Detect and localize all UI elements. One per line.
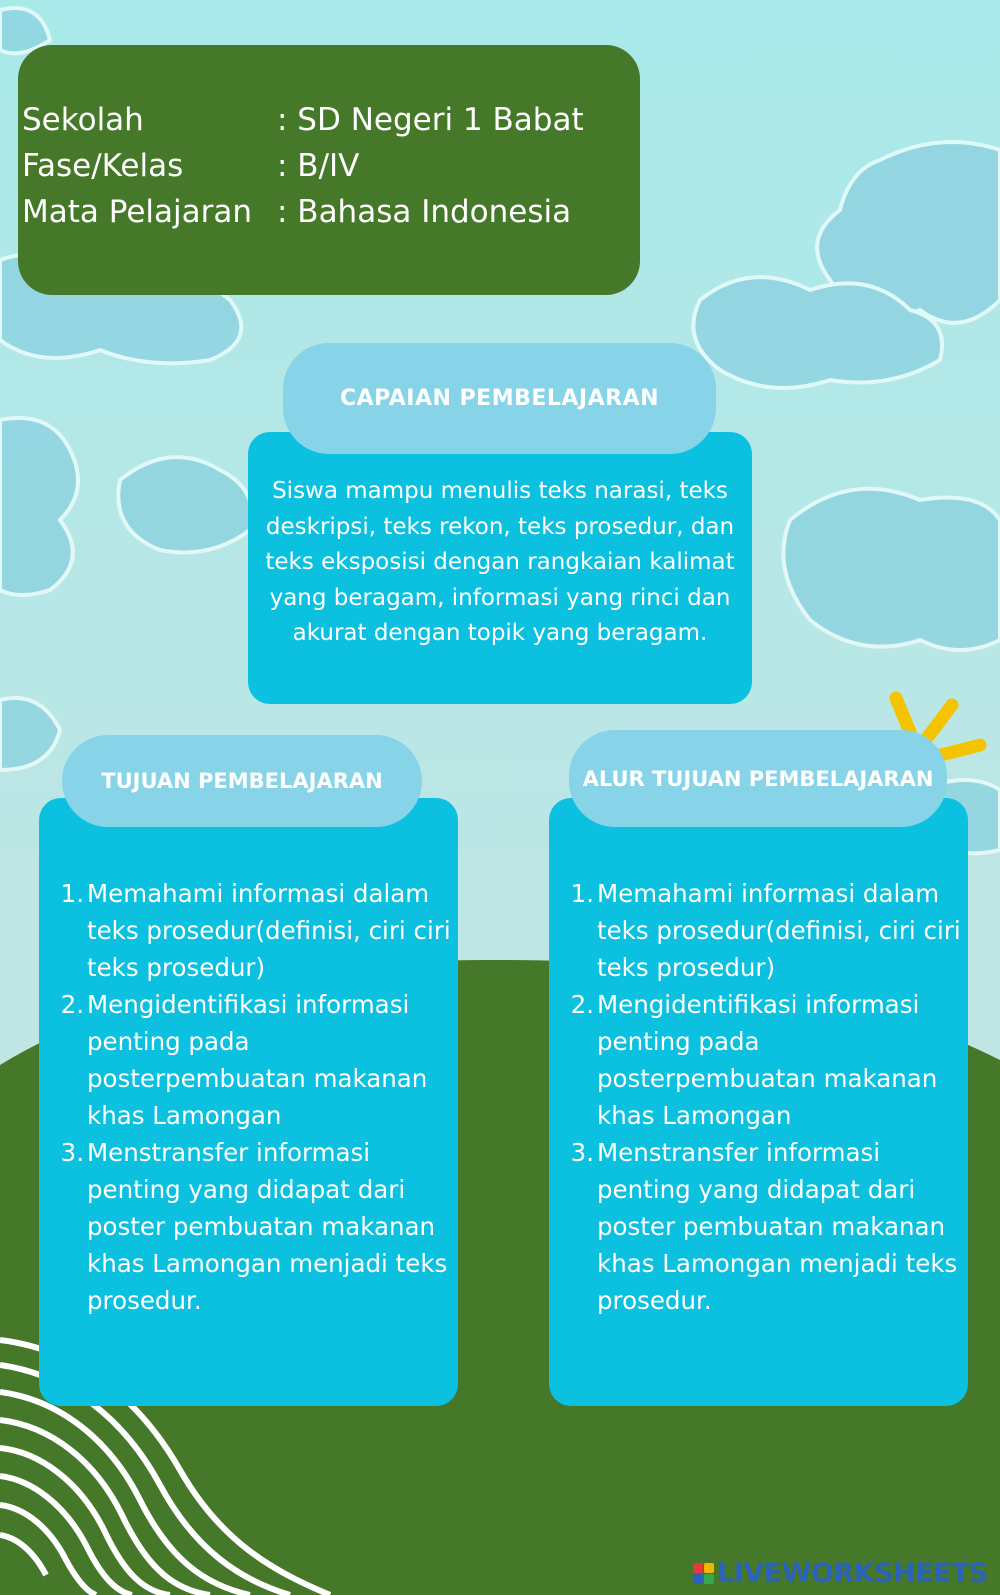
list-item: Mengidentifikasi informasi penting pada posterpembuatan makanan khas Lamongan — [597, 990, 938, 1130]
list-item: Mengidentifikasi informasi penting pada posterpembuatan makanan khas Lamongan — [87, 990, 428, 1130]
learning-flow-list — [597, 875, 962, 1319]
info-label-phase-class: Fase/Kelas — [22, 148, 184, 184]
learning-objectives-list — [87, 875, 452, 1319]
class-info-box — [18, 45, 640, 295]
learning-outcome-card — [248, 432, 752, 704]
info-value-school: : SD Negeri 1 Babat — [277, 102, 584, 138]
info-value-phase-class: : B/IV — [277, 148, 360, 184]
info-row-school — [22, 100, 584, 140]
list-item: Memahami informasi dalam teks prosedur(definisi, ciri ciri teks prosedur) — [597, 879, 961, 982]
learning-flow-heading: ALUR TUJUAN PEMBELAJARAN — [569, 730, 947, 827]
learning-outcome-text: Siswa mampu menulis teks narasi, teks deskripsi, teks rekon, teks prosedur, dan teks eksposisi dengan rangkaian kalimat yang beragam, informasi yang rinci dan akurat dengan topik yang beragam. — [265, 478, 735, 646]
info-row-phase-class — [22, 146, 359, 186]
liveworksheets-logo — [693, 1558, 988, 1589]
list-item: Menstransfer informasi penting yang didapat dari poster pembuatan makanan khas Lamongan menjadi teks prosedur. — [87, 1138, 448, 1315]
liveworksheets-logo-icon — [693, 1563, 714, 1584]
liveworksheets-logo-text: LIVEWORKSHEETS — [717, 1558, 988, 1589]
info-label-school: Sekolah — [22, 102, 144, 138]
info-label-subject: Mata Pelajaran — [22, 194, 253, 230]
learning-outcome-heading: CAPAIAN PEMBELAJARAN — [283, 343, 716, 454]
learning-objectives-heading: TUJUAN PEMBELAJARAN — [62, 735, 422, 827]
list-item: Memahami informasi dalam teks prosedur(definisi, ciri ciri teks prosedur) — [87, 879, 451, 982]
learning-flow-card — [549, 798, 968, 1406]
learning-objectives-card — [39, 798, 458, 1406]
info-row-subject — [22, 192, 571, 232]
list-item: Menstransfer informasi penting yang didapat dari poster pembuatan makanan khas Lamongan menjadi teks prosedur. — [597, 1138, 958, 1315]
info-value-subject: : Bahasa Indonesia — [277, 194, 572, 230]
